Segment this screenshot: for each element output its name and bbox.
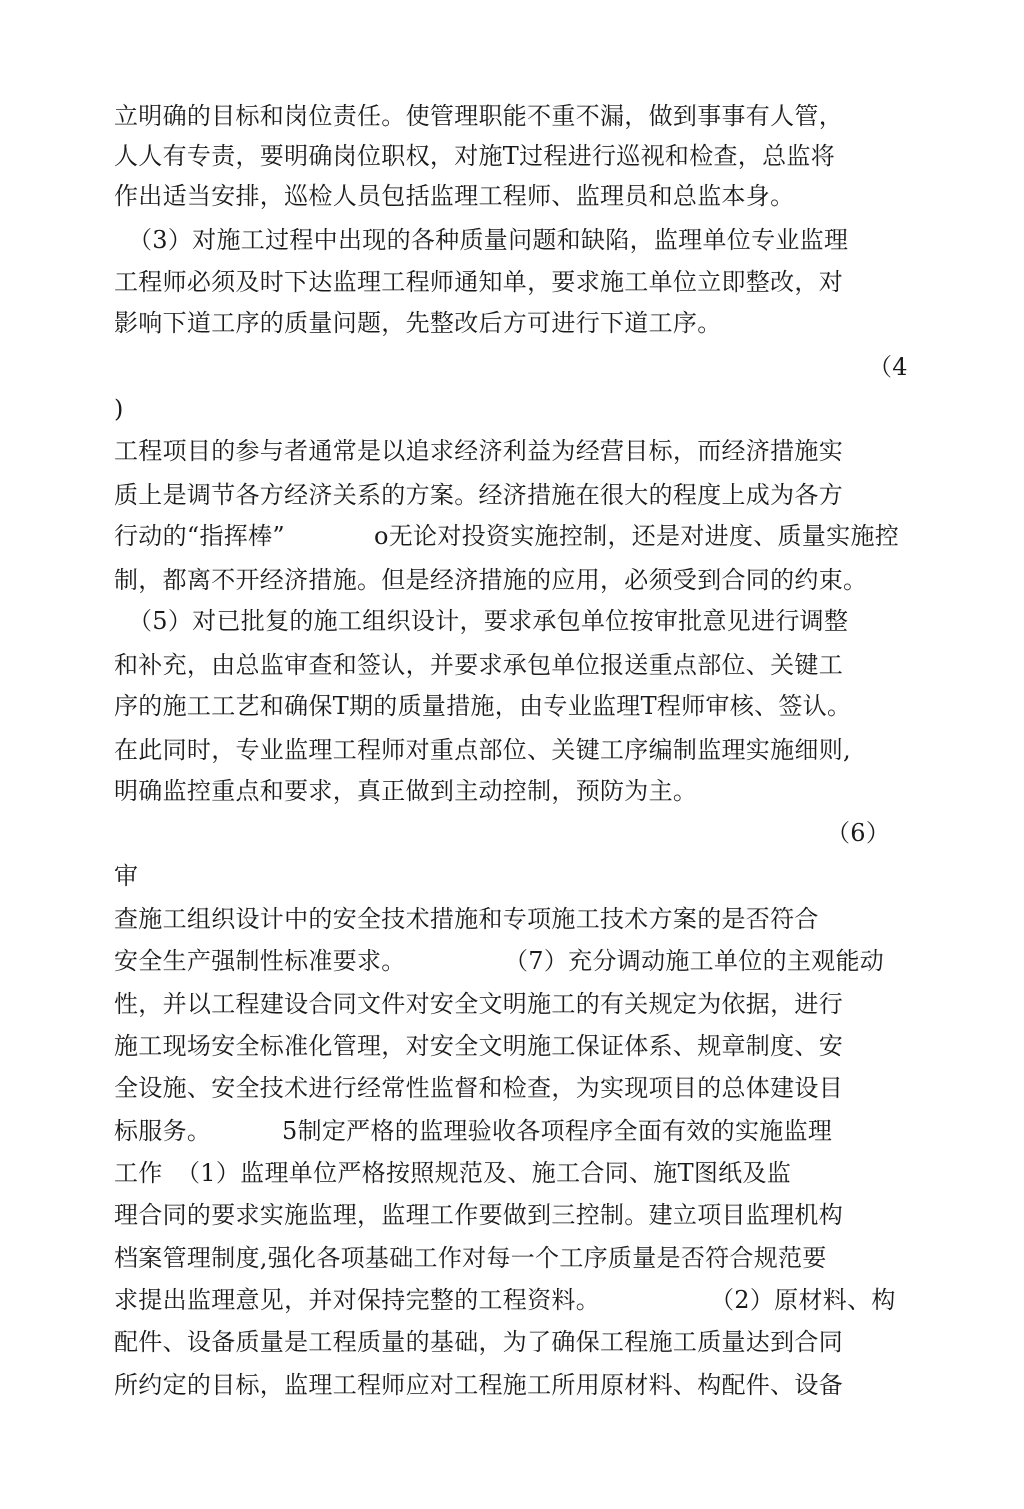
text-line: 标服务。 bbox=[114, 1117, 212, 1145]
text-line: 明确监控重点和要求，真正做到主动控制，预防为主。 bbox=[114, 777, 698, 805]
text-line: 求提出监理意见，并对保持完整的工程资料。 bbox=[114, 1286, 600, 1314]
text-line: 在此同时，专业监理工程师对重点部位、关键工序编制监理实施细则, bbox=[114, 736, 851, 764]
text-line: o无论对投资实施控制，还是对进度、质量实施控 bbox=[374, 522, 900, 550]
text-line: 行动的“指挥棒” bbox=[114, 522, 285, 550]
text-line: 5制定严格的监理验收各项程序全面有效的实施监理 bbox=[282, 1117, 833, 1145]
text-line: （2）原材料、构 bbox=[710, 1286, 896, 1314]
text-line: 配件、设备质量是工程质量的基础，为了确保工程施工质量达到合同 bbox=[114, 1328, 843, 1356]
text-line: （6） bbox=[826, 819, 891, 847]
text-line: 性，并以工程建设合同文件对安全文明施工的有关规定为依据，进行 bbox=[114, 990, 843, 1018]
text-line: 立明确的目标和岗位责任。使管理职能不重不漏，做到事事有人管， bbox=[114, 102, 843, 130]
text-line: 查施工组织设计中的安全技术措施和专项施工技术方案的是否符合 bbox=[114, 905, 819, 933]
text-line: 作出适当安排，巡检人员包括监理工程师、监理员和总监本身。 bbox=[114, 182, 795, 210]
text-line: 工作 bbox=[114, 1159, 163, 1187]
text-line: （3）对施工过程中出现的各种质量问题和缺陷，监理单位专业监理 bbox=[128, 226, 849, 254]
text-line: 所约定的目标，监理工程师应对工程施工所用原材料、构配件、设备 bbox=[114, 1371, 843, 1399]
text-line: 制，都离不开经济措施。但是经济措施的应用，必须受到合同的约束。 bbox=[114, 566, 868, 594]
text-line: 影响下道工序的质量问题，先整改后方可进行下道工序。 bbox=[114, 309, 722, 337]
text-line: 理合同的要求实施监理，监理工作要做到三控制。建立项目监理机构 bbox=[114, 1201, 843, 1229]
text-line: 工程项目的参与者通常是以追求经济利益为经营目标，而经济措施实 bbox=[114, 437, 843, 465]
text-line: 全设施、安全技术进行经常性监督和检查，为实现项目的总体建设目 bbox=[114, 1074, 843, 1102]
text-line: 和补充，由总监审查和签认，并要求承包单位报送重点部位、关键工 bbox=[114, 651, 843, 679]
text-line: 质上是调节各方经济关系的方案。经济措施在很大的程度上成为各方 bbox=[114, 481, 843, 509]
text-line: 工程师必须及时下达监理工程师通知单，要求施工单位立即整改，对 bbox=[114, 268, 843, 296]
text-line: （5）对已批复的施工组织设计，要求承包单位按审批意见进行调整 bbox=[128, 607, 849, 635]
text-line: 人人有专责，要明确岗位职权，对施T过程进行巡视和检查，总监将 bbox=[114, 142, 836, 170]
text-line: （7）充分调动施工单位的主观能动 bbox=[504, 947, 885, 975]
text-line: 安全生产强制性标准要求。 bbox=[114, 947, 406, 975]
text-line: （4 bbox=[868, 353, 908, 381]
text-line: （1）监理单位严格按照规范及、施工合同、施T图纸及监 bbox=[176, 1159, 792, 1187]
text-line: 档案管理制度,强化各项基础工作对每一个工序质量是否符合规范要 bbox=[114, 1244, 827, 1272]
text-line: ) bbox=[114, 395, 124, 423]
text-line: 施工现场安全标准化管理，对安全文明施工保证体系、规章制度、安 bbox=[114, 1032, 843, 1060]
text-line: 序的施工工艺和确保T期的质量措施，由专业监理T程师审核、签认。 bbox=[114, 692, 852, 720]
text-line: 审 bbox=[114, 862, 139, 890]
